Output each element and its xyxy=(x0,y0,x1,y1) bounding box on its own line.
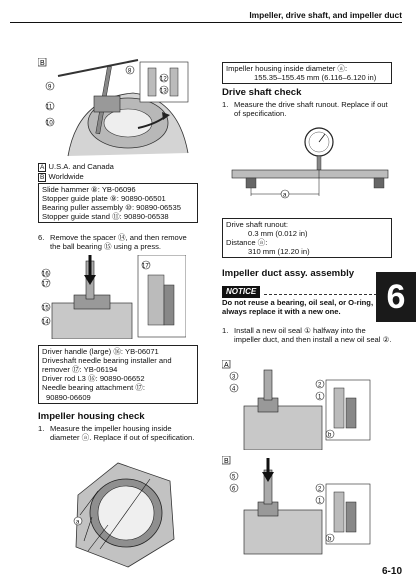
tool-item: Driver handle (large) ⑯: YB-06071 xyxy=(42,347,159,356)
callout-15: 15 xyxy=(42,305,49,312)
callout-4: 4 xyxy=(232,386,236,393)
press-figure xyxy=(38,255,186,339)
callout-5: 5 xyxy=(232,474,236,481)
dimension-label: a xyxy=(283,192,287,199)
tool-item: Needle bearing attachment ⑰: xyxy=(42,383,145,393)
callout-1: 1 xyxy=(318,498,322,505)
callout-1: 1 xyxy=(318,394,322,401)
notice-text: Do not reuse a bearing, oil seal, or O-ring, always replace it with a new one. xyxy=(222,298,374,317)
page-number: 6-10 xyxy=(381,566,402,577)
callout-10: 10 xyxy=(46,120,53,127)
housing-check-step: 1. Measure the impeller housing inside diameter ⓐ. Replace if out of specification. xyxy=(38,424,195,443)
callout-3: 3 xyxy=(232,374,236,381)
region-item: B Worldwide xyxy=(40,171,84,181)
callout-6: 6 xyxy=(232,486,236,493)
fig-corner-label: B xyxy=(40,60,45,67)
header-rule xyxy=(10,22,402,23)
dimension-label: b xyxy=(328,536,332,543)
callout-8: 8 xyxy=(128,68,132,75)
tool-item: Stopper guide stand ⑪: 90890-06538 xyxy=(42,212,169,222)
notice-bar xyxy=(222,286,392,298)
fig-corner-label: A xyxy=(224,362,229,369)
callout-2: 2 xyxy=(318,382,322,389)
callout-9: 9 xyxy=(48,84,52,91)
callout-2: 2 xyxy=(318,486,322,493)
dial-gauge-figure xyxy=(224,122,394,206)
housing-check-heading: Impeller housing check xyxy=(38,411,145,422)
fig-corner-label: B xyxy=(224,458,229,465)
oil-seal-figure-b xyxy=(222,456,372,556)
dimension-label: b xyxy=(328,432,332,439)
tool-list-1 xyxy=(38,183,198,223)
notice-label: NOTICE xyxy=(222,286,260,298)
callout-11: 11 xyxy=(46,104,53,111)
runout-spec-box: Drive shaft runout: 0.3 mm (0.012 in) Distance ⓐ: 310 mm (12.20 in) xyxy=(222,218,392,258)
callout-16: 16 xyxy=(42,271,49,278)
tool-item: Slide hammer ⑧: YB-06096 xyxy=(42,185,136,194)
callout-14: 14 xyxy=(42,319,49,326)
tool-item: Stopper guide plate ⑨: 90890-06501 xyxy=(42,194,166,204)
tool-list-2 xyxy=(38,345,198,404)
step-6: 6. Remove the spacer ⑭, and then remove the ball bearing ⑮ using a press. xyxy=(38,233,187,252)
tool-item: Driver rod L3 ⑯: 90890-06652 xyxy=(42,374,145,384)
impeller-housing-figure xyxy=(58,455,180,573)
drive-shaft-heading: Drive shaft check xyxy=(222,87,302,98)
duct-assembly-heading: Impeller duct assy. assembly xyxy=(222,268,355,279)
callout-13: 13 xyxy=(160,88,167,95)
notice-rule xyxy=(264,289,392,295)
running-header: Impeller, drive shaft, and impeller duct xyxy=(249,10,402,20)
tool-item: Driveshaft needle bearing installer and xyxy=(42,356,172,366)
duct-step: 1. Install a new oil seal ① halfway into the impeller duct, and then install a new oil seal ②. xyxy=(222,326,392,345)
oil-seal-figure-a xyxy=(222,360,372,450)
callout-12: 12 xyxy=(160,76,167,83)
tool-item: 90890-06609 xyxy=(46,392,91,402)
tool-item: remover ⑰: YB-06194 xyxy=(42,365,118,375)
housing-spec-box: Impeller housing inside diameter ⓐ: 155.35–155.45 mm (6.116–6.120 in) xyxy=(222,62,392,84)
bearing-puller-figure xyxy=(38,58,190,158)
region-item: A U.S.A. and Canada xyxy=(40,162,114,171)
callout-17: 17 xyxy=(42,281,49,288)
dimension-label: a xyxy=(76,519,80,526)
tool-item: Bearing puller assembly ⑩: 90890-06535 xyxy=(42,203,181,213)
chapter-tab: 6 xyxy=(376,272,416,322)
drive-shaft-step: 1. Measure the drive shaft runout. Replace if out of specification. xyxy=(222,100,388,119)
region-legend xyxy=(38,162,198,182)
callout-17: 17 xyxy=(142,263,149,270)
